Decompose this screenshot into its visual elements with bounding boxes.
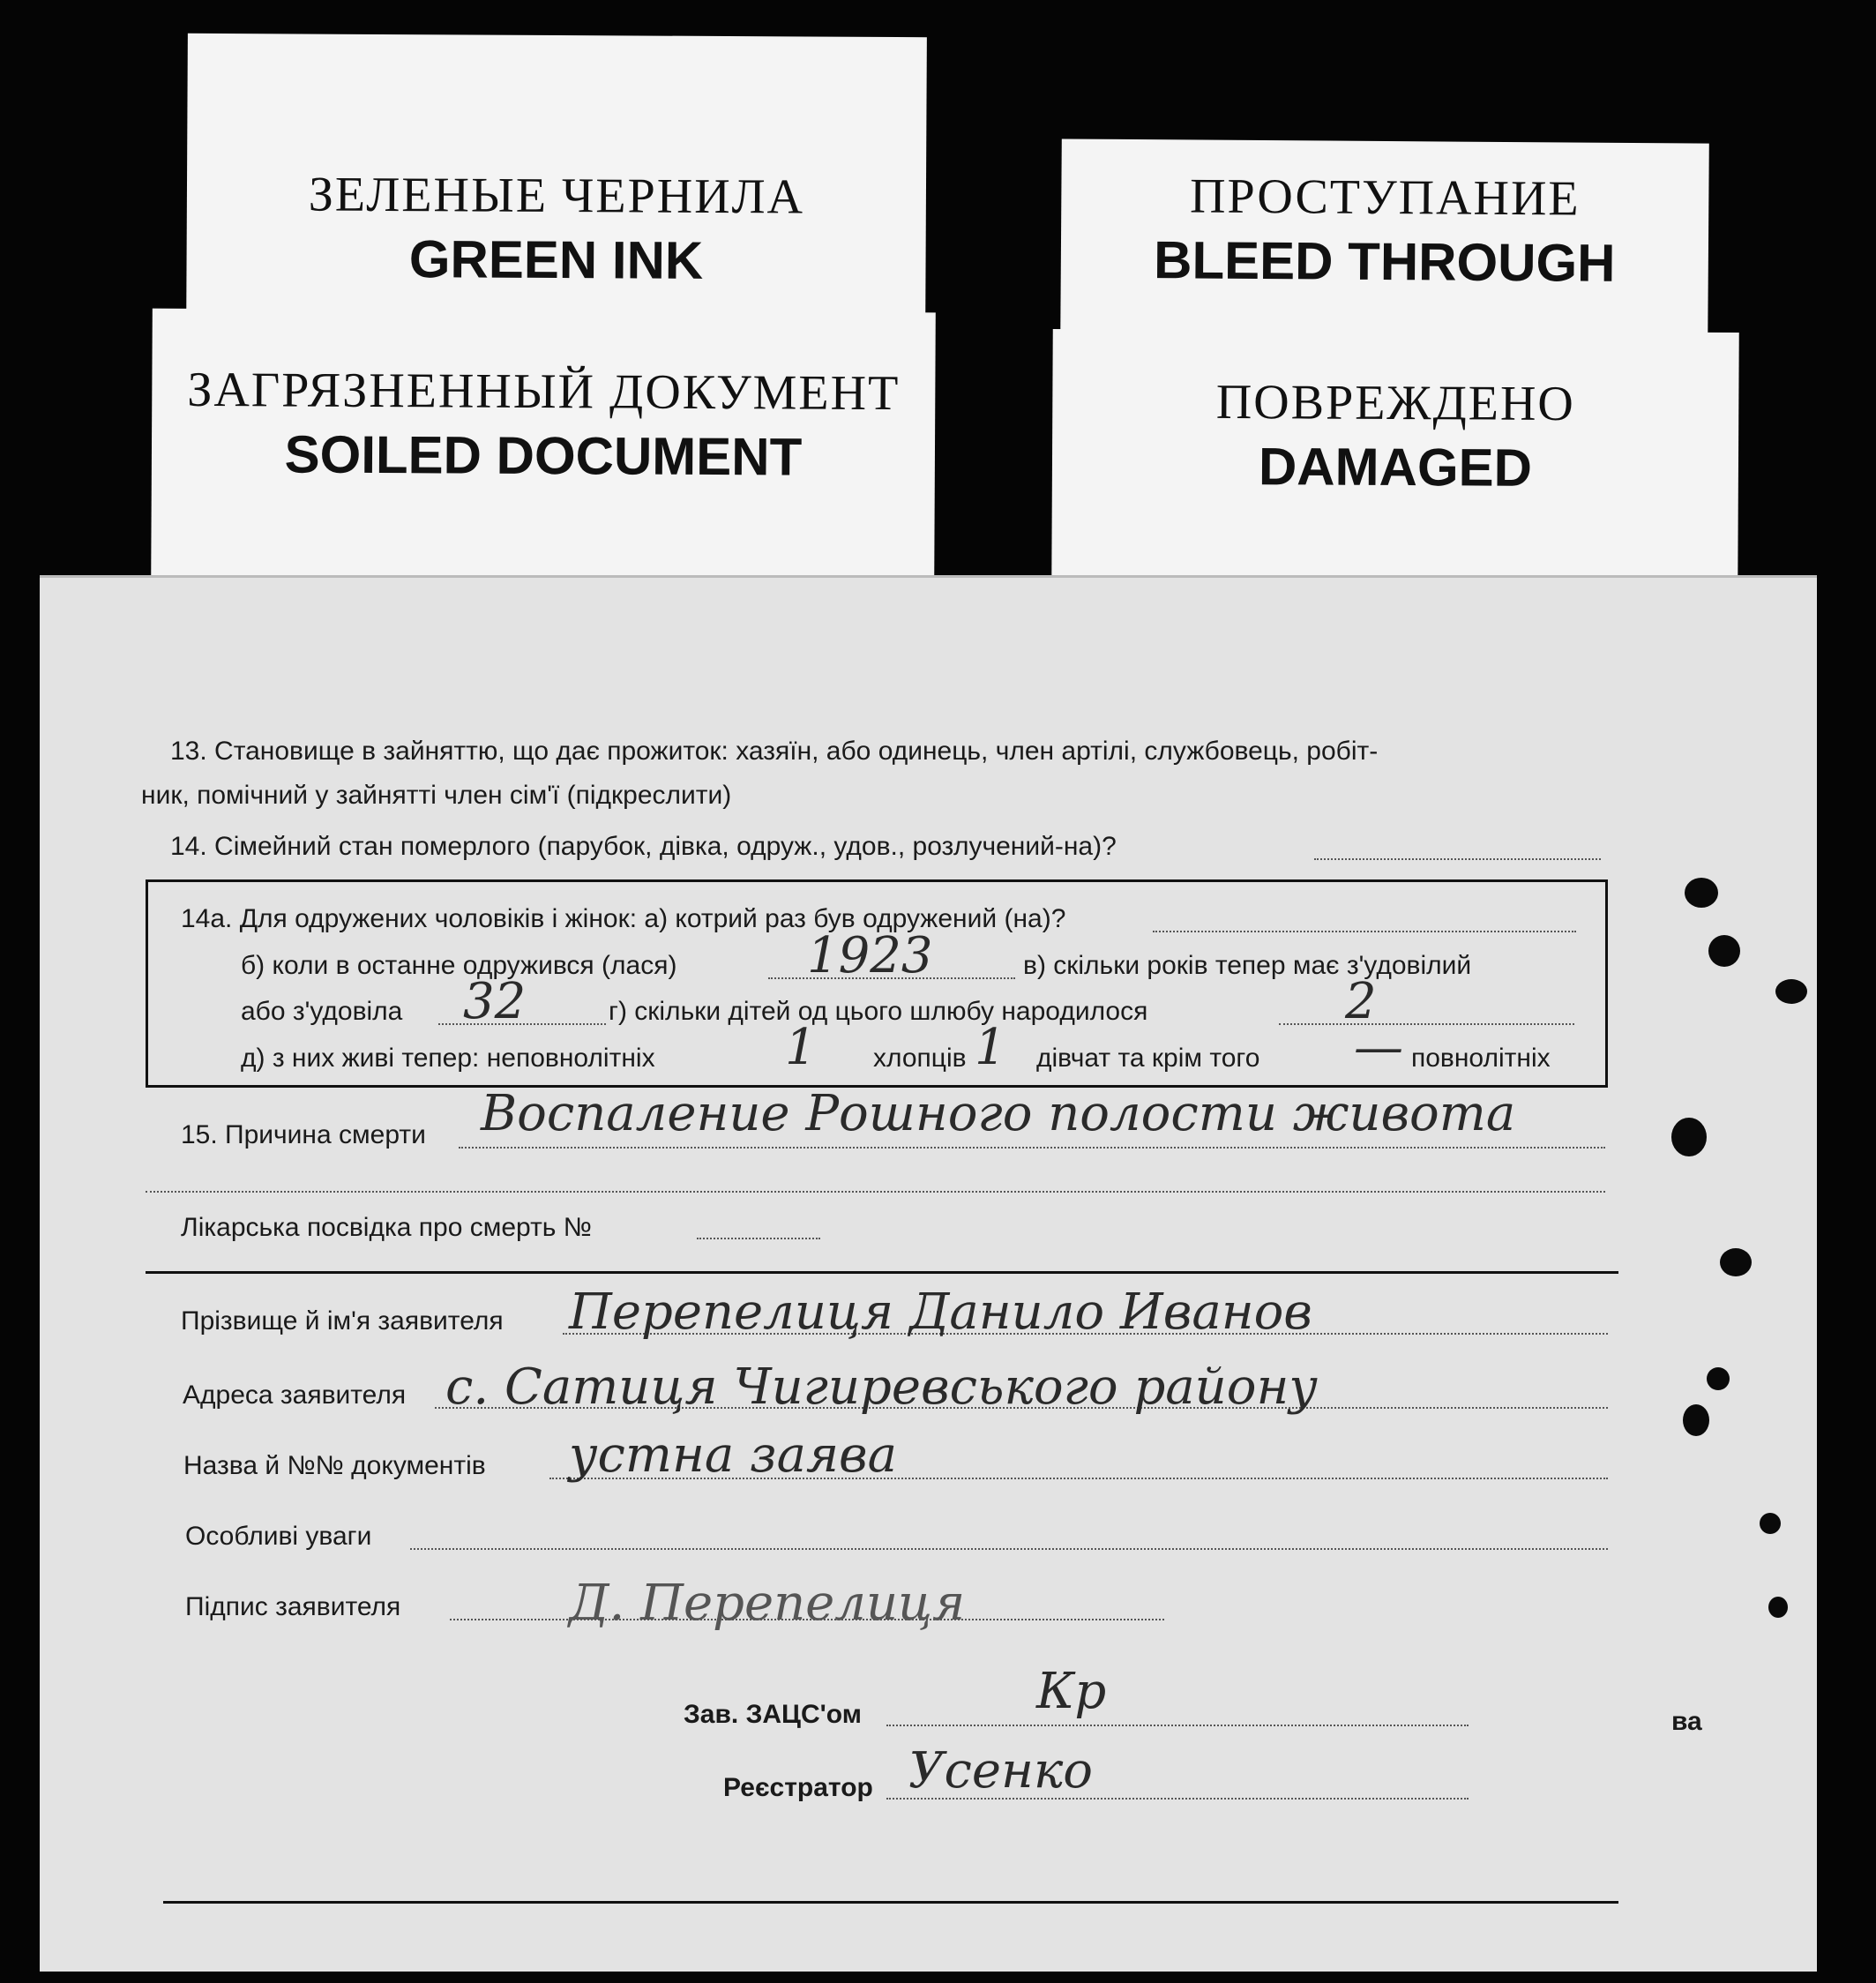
notes-label: Особливі уваги <box>185 1522 372 1551</box>
item-14a-d-value-1: 1 <box>785 1019 817 1076</box>
item-15-dots <box>459 1147 1605 1149</box>
item-14a-c-value-2: 2 <box>1345 973 1377 1030</box>
label-soiled-en: SOILED DOCUMENT <box>284 424 803 487</box>
item-14a-d-value-2: 1 <box>975 1019 1006 1076</box>
punch-hole <box>1671 1118 1707 1156</box>
item-14a-d-value-3: — <box>1354 1019 1403 1076</box>
item-14a-b-label: б) коли в останне одружився (лася) <box>241 951 677 980</box>
item-15-label: 15. Причина смерти <box>181 1120 426 1149</box>
punch-hole <box>1760 1513 1781 1534</box>
label-bleed-through-en: BLEED THROUGH <box>1153 230 1616 293</box>
item-14a-d-mid-1: хлопців <box>873 1044 967 1073</box>
item-13-line-2: ник, помічний у зайнятті член сім'ї (підкреслити) <box>141 781 732 810</box>
punch-hole <box>1685 878 1718 908</box>
item-15-value: Воспаление Рошного полости живота <box>481 1085 1516 1142</box>
applicant-name-label: Прізвище й ім'я заявителя <box>181 1306 504 1336</box>
signature-label: Підпис заявителя <box>185 1592 401 1621</box>
label-damaged-ru: ПОВРЕЖДЕНО <box>1215 374 1576 432</box>
punch-hole <box>1707 1367 1730 1390</box>
punch-hole <box>1768 1597 1788 1618</box>
medical-certificate-dots <box>697 1238 820 1239</box>
punch-hole <box>1775 979 1807 1004</box>
applicant-signature: Д. Перепелиця <box>569 1575 966 1632</box>
label-soiled-ru: ЗАГРЯЗНЕННЫЙ ДОКУМЕНТ <box>187 362 901 422</box>
punch-hole <box>1683 1404 1709 1436</box>
head-label: Зав. ЗАЦС'ом <box>684 1700 862 1729</box>
margin-fragment: ва <box>1671 1707 1702 1736</box>
item-13-line-1: 13. Становище в зайняттю, що дає прожиток: хазяїн, або одинець, член артілі, службовець, робіт- <box>170 737 1379 766</box>
item-14a-d-mid-2: дівчат та крім того <box>1036 1044 1260 1073</box>
applicant-name-value: Перепелиця Данило Иванов <box>569 1283 1312 1341</box>
item-14a-b-right: в) скільки років тепер має з'удовілий <box>1023 951 1472 980</box>
registrar-label: Реєстратор <box>723 1773 873 1802</box>
head-dots <box>886 1725 1469 1726</box>
registrar-signature: Усенко <box>908 1742 1094 1800</box>
documents-value: устна заява <box>569 1426 898 1484</box>
item-14a-d-label: д) з них живі тепер: неповнолітніх <box>241 1044 655 1073</box>
label-soiled-document <box>151 309 936 587</box>
label-damaged <box>1051 329 1739 588</box>
documents-label: Назва й №№ документів <box>183 1451 486 1480</box>
applicant-address-value: с. Сатиця Чигиревського району <box>445 1358 1318 1416</box>
label-bleed-through <box>1060 138 1709 346</box>
item-14a-c-dots-2 <box>1279 1023 1574 1025</box>
death-record-form <box>40 575 1817 1972</box>
item-15-dots-2 <box>146 1191 1605 1193</box>
item-14a-c-value: 32 <box>463 973 527 1030</box>
item-14-dots <box>1314 858 1601 860</box>
item-14a-b-value: 1923 <box>807 927 933 984</box>
item-14a-c-label: або з'удовіла <box>241 997 403 1026</box>
head-signature: Кр <box>1036 1663 1107 1720</box>
bottom-rule <box>163 1901 1618 1904</box>
applicant-address-label: Адреса заявителя <box>183 1381 407 1410</box>
section-rule <box>146 1271 1618 1274</box>
item-14a-d-right: повнолітніх <box>1411 1044 1551 1073</box>
punch-hole <box>1708 935 1740 967</box>
item-14: 14. Сімейний стан померлого (парубок, дівка, одруж., удов., розлучений-на)? <box>170 832 1117 861</box>
label-green-ink-en: GREEN INK <box>408 229 704 290</box>
punch-hole <box>1720 1248 1752 1276</box>
item-14a-c-mid: г) скільки дітей од цього шлюбу народилося <box>609 997 1148 1026</box>
item-14a-a-dots <box>1153 931 1576 932</box>
label-bleed-through-ru: ПРОСТУПАНИЕ <box>1189 168 1581 227</box>
item-14a-a: 14а. Для одружених чоловіків і жінок: а) котрий раз був одружений (на)? <box>181 904 1066 933</box>
label-damaged-en: DAMAGED <box>1258 437 1533 498</box>
label-green-ink-ru: ЗЕЛЕНЫЕ ЧЕРНИЛА <box>308 167 805 225</box>
notes-dots <box>410 1548 1608 1550</box>
medical-certificate-label: Лікарська посвідка про смерть № <box>181 1213 592 1242</box>
label-green-ink <box>186 34 927 337</box>
